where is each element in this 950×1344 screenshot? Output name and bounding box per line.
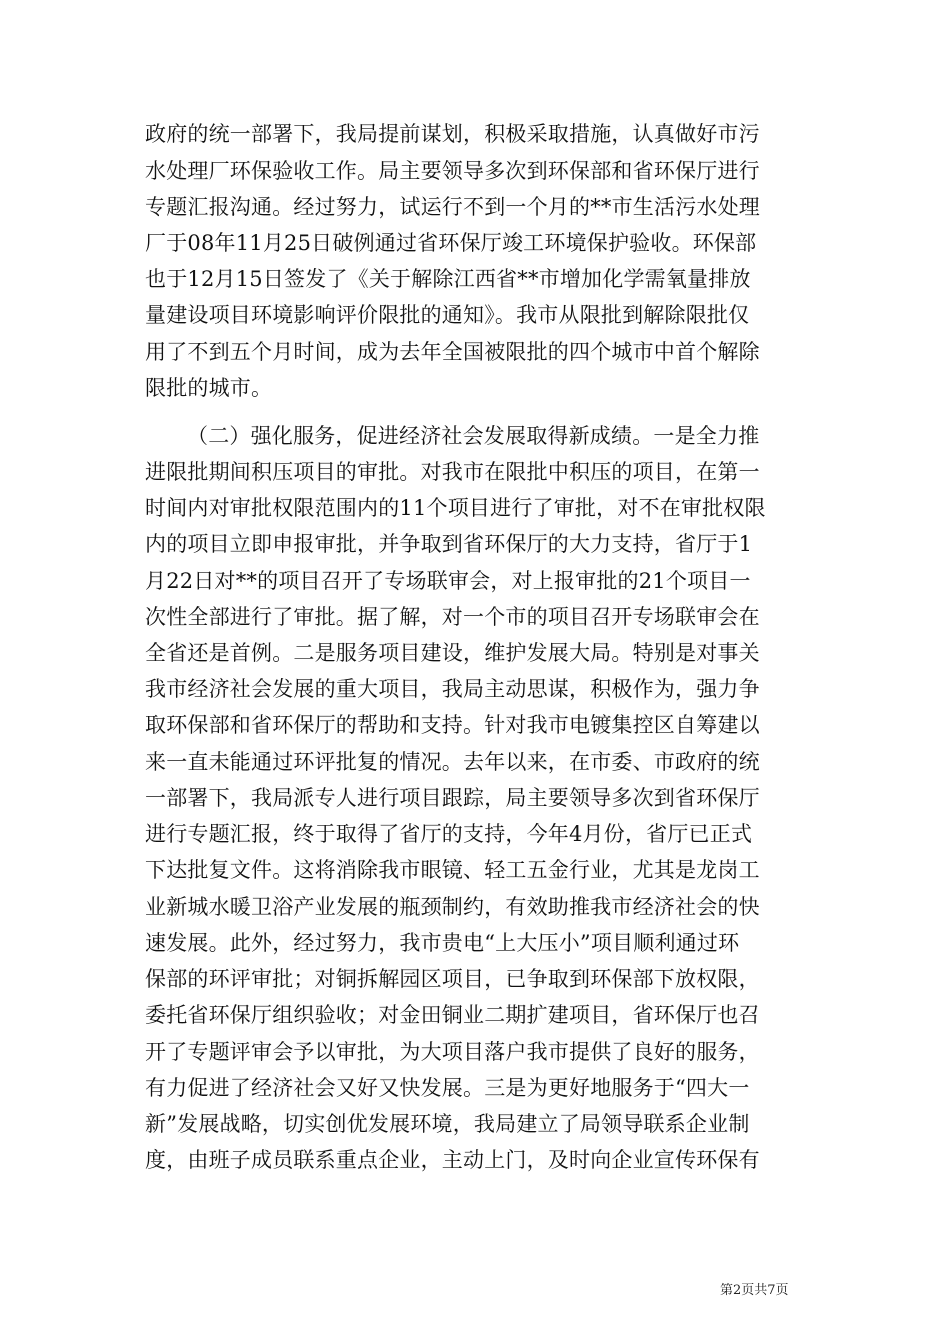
text-line: 来一直未能通过环评批复的情况。去年以来，在市委、市政府的统 [145, 750, 760, 774]
text-line: 取环保部和省环保厅的帮助和支持。针对我市电镀集控区自筹建以 [145, 713, 760, 737]
text-line: 新”发展战略，切实创优发展环境，我局建立了局领导联系企业制 [145, 1112, 750, 1136]
text-line: 速发展。此外，经过努力，我市贵电“上大压小”项目顺利通过环 [145, 931, 740, 955]
text-line: 度，由班子成员联系重点企业，主动上门，及时向企业宣传环保有 [145, 1148, 760, 1172]
text-line: 专题汇报沟通。经过努力，试运行不到一个月的**市生活污水处理 [145, 195, 760, 219]
text-line: 月22日对**的项目召开了专场联审会，对上报审批的21个项目一 [145, 569, 751, 593]
text-line: 委托省环保厅组织验收；对金田铜业二期扩建项目，省环保厅也召 [145, 1003, 760, 1027]
text-line: 有力促进了经济社会又好又快发展。三是为更好地服务于“四大一 [145, 1076, 750, 1100]
text-line: 开了专题评审会予以审批，为大项目落户我市提供了良好的服务， [145, 1040, 760, 1064]
text-line: 厂于08年11月25日破例通过省环保厅竣工环境保护验收。环保部 [145, 231, 757, 255]
paragraph-heading-line: （二）强化服务，促进经济社会发展取得新成绩。一是全力推 [187, 424, 760, 448]
page-number: 第2页共7页 [720, 1283, 789, 1298]
text-line: 时间内对审批权限范围内的11个项目进行了审批，对不在审批权限 [145, 496, 766, 520]
text-line: 保部的环评审批；对铜拆解园区项目，已争取到环保部下放权限， [145, 967, 760, 991]
text-line: 水处理厂环保验收工作。局主要领导多次到环保部和省环保厅进行 [145, 159, 760, 183]
text-line: 政府的统一部署下，我局提前谋划，积极采取措施，认真做好市污 [145, 122, 760, 146]
text-line: 量建设项目环境影响评价限批的通知》。我市从限批到解除限批仅 [145, 303, 750, 327]
text-line: 我市经济社会发展的重大项目，我局主动思谋，积极作为，强力争 [145, 677, 760, 701]
text-line: 全省还是首例。二是服务项目建设，维护发展大局。特别是对事关 [145, 641, 760, 665]
text-line: 进行专题汇报，终于取得了省厅的支持，今年4月份，省厅已正式 [145, 822, 753, 846]
text-line: 也于12月15日签发了《关于解除江西省**市增加化学需氧量排放 [145, 267, 751, 291]
text-line: 下达批复文件。这将消除我市眼镜、轻工五金行业，尤其是龙岗工 [145, 858, 760, 882]
text-line: 限批的城市。 [145, 376, 273, 400]
text-line: 一部署下，我局派专人进行项目跟踪，局主要领导多次到省环保厅 [145, 786, 760, 810]
text-line: 进限批期间积压项目的审批。对我市在限批中积压的项目，在第一 [145, 460, 760, 484]
text-line: 次性全部进行了审批。据了解，对一个市的项目召开专场联审会在 [145, 605, 760, 629]
text-line: 用了不到五个月时间，成为去年全国被限批的四个城市中首个解除 [145, 340, 760, 364]
text-line: 内的项目立即申报审批，并争取到省环保厅的大力支持，省厅于1 [145, 532, 753, 556]
text-line: 业新城水暖卫浴产业发展的瓶颈制约，有效助推我市经济社会的快 [145, 895, 760, 919]
